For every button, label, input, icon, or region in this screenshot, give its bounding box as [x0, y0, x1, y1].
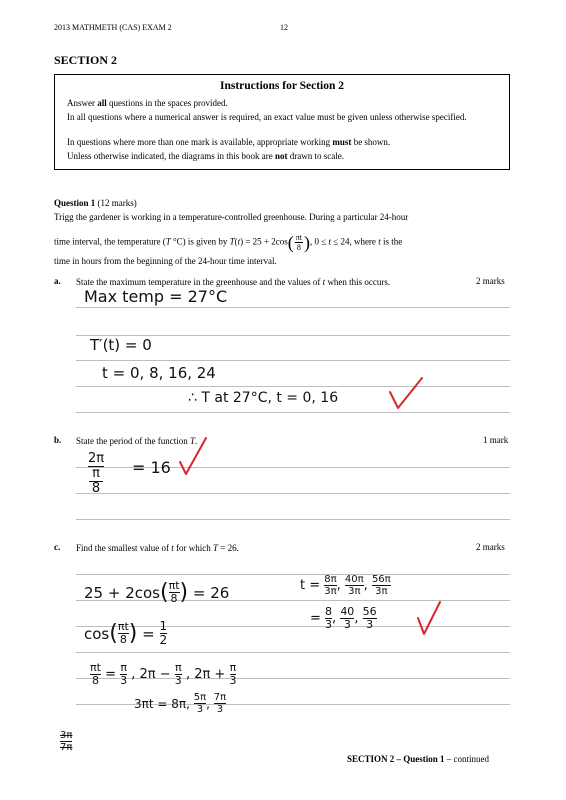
- page-number: 12: [280, 23, 288, 32]
- part-b-marks: 1 mark: [483, 435, 509, 445]
- part-c-label: c.: [54, 542, 61, 552]
- section-title: SECTION 2: [54, 53, 118, 67]
- answer-line: [76, 360, 510, 361]
- instructions-title: Instructions for Section 2: [219, 80, 345, 92]
- answer-line: [76, 307, 510, 308]
- handwriting-a-line-3: t = 0, 8, 16, 24: [102, 364, 216, 382]
- answer-line: [76, 519, 510, 520]
- handwriting-c-right-2: = $\frac{8}{3}$ , 40 3 , 56 3: [310, 605, 377, 631]
- answer-line: [76, 412, 510, 413]
- handwriting-c-line-1: 25 + 2cos ( πt 8 ) = 26: [84, 579, 230, 605]
- part-c-marks: 2 marks: [476, 542, 505, 552]
- handwriting-c-right-1: t = $\frac{8\pi}{3\pi}$ , 40π 3π , 56π 3π: [300, 574, 391, 597]
- handwriting-b-fraction: 2π π 8: [88, 451, 105, 496]
- question-title: Question 1 (12 marks): [54, 198, 137, 208]
- part-b-label: b.: [54, 435, 62, 445]
- handwriting-b-result: = 16: [132, 458, 171, 477]
- instruction-3: In questions where more than one mark is available, appropriate working must be shown.: [67, 137, 391, 147]
- part-a-label: a.: [54, 276, 61, 286]
- handwriting-margin-note: 3π 7π: [60, 730, 73, 753]
- exam-header: 2013 MATHMETH (CAS) EXAM 2: [54, 23, 172, 32]
- instruction-1: Answer all questions in the spaces provided.: [67, 98, 228, 108]
- part-a-marks: 2 marks: [476, 276, 505, 286]
- instruction-4: Unless otherwise indicated, the diagrams in this book are not drawn to scale.: [67, 151, 344, 161]
- part-a-text: State the maximum temperature in the greenhouse and the values of t when this occurs.: [76, 277, 391, 287]
- answer-line: [76, 574, 510, 575]
- answer-line: [76, 493, 510, 494]
- instructions-box: [54, 74, 510, 170]
- handwriting-c-line-3: $\frac{\pi t}{8}$ = $\frac{\pi}{3}$ , 2π − $\frac{\pi}{3}$ , 2π + $\frac{\pi}{3}$: [90, 661, 237, 687]
- part-b-text: State the period of the function T.: [76, 436, 198, 446]
- tick-mark-icon: [416, 600, 442, 636]
- handwriting-a-line-1: Max temp = 27°C: [84, 287, 228, 306]
- tick-mark-icon: [178, 436, 208, 476]
- tick-mark-icon: [388, 376, 424, 412]
- question-fraction: $\frac{\pi t}{8}$: [295, 233, 303, 252]
- handwriting-c-line-2: cos ( πt 8 ) = $\frac{1}{2}$: [84, 619, 168, 647]
- question-line-3: time in hours from the beginning of the 24-hour time interval.: [54, 256, 277, 266]
- handwriting-a-line-4: ∴ T at 27°C, t = 0, 16: [188, 390, 339, 406]
- handwriting-c-line-4: 3πt = 8π, 5π 3 , 7π 3: [134, 692, 227, 715]
- handwriting-a-line-2: T′(t) = 0: [90, 336, 152, 354]
- answer-line: [76, 386, 510, 387]
- question-line-2: time interval, the temperature (T °C) is given by T(t) = 25 + 2cos( $\frac{\pi t}{8}$ ), 0 ≤ t ≤ 24, where t is the: [54, 232, 403, 253]
- part-c-text: Find the smallest value of t for which T = 26.: [76, 543, 239, 553]
- continued-footer: SECTION 2 – Question 1 – continued: [347, 754, 490, 764]
- answer-line: [76, 652, 510, 653]
- question-line-1: Trigg the gardener is working in a temperature-controlled greenhouse. During a particular 24-hour: [54, 212, 409, 222]
- instruction-2: In all questions where a numerical answer is required, an exact value must be given unless otherwise specified.: [67, 112, 467, 122]
